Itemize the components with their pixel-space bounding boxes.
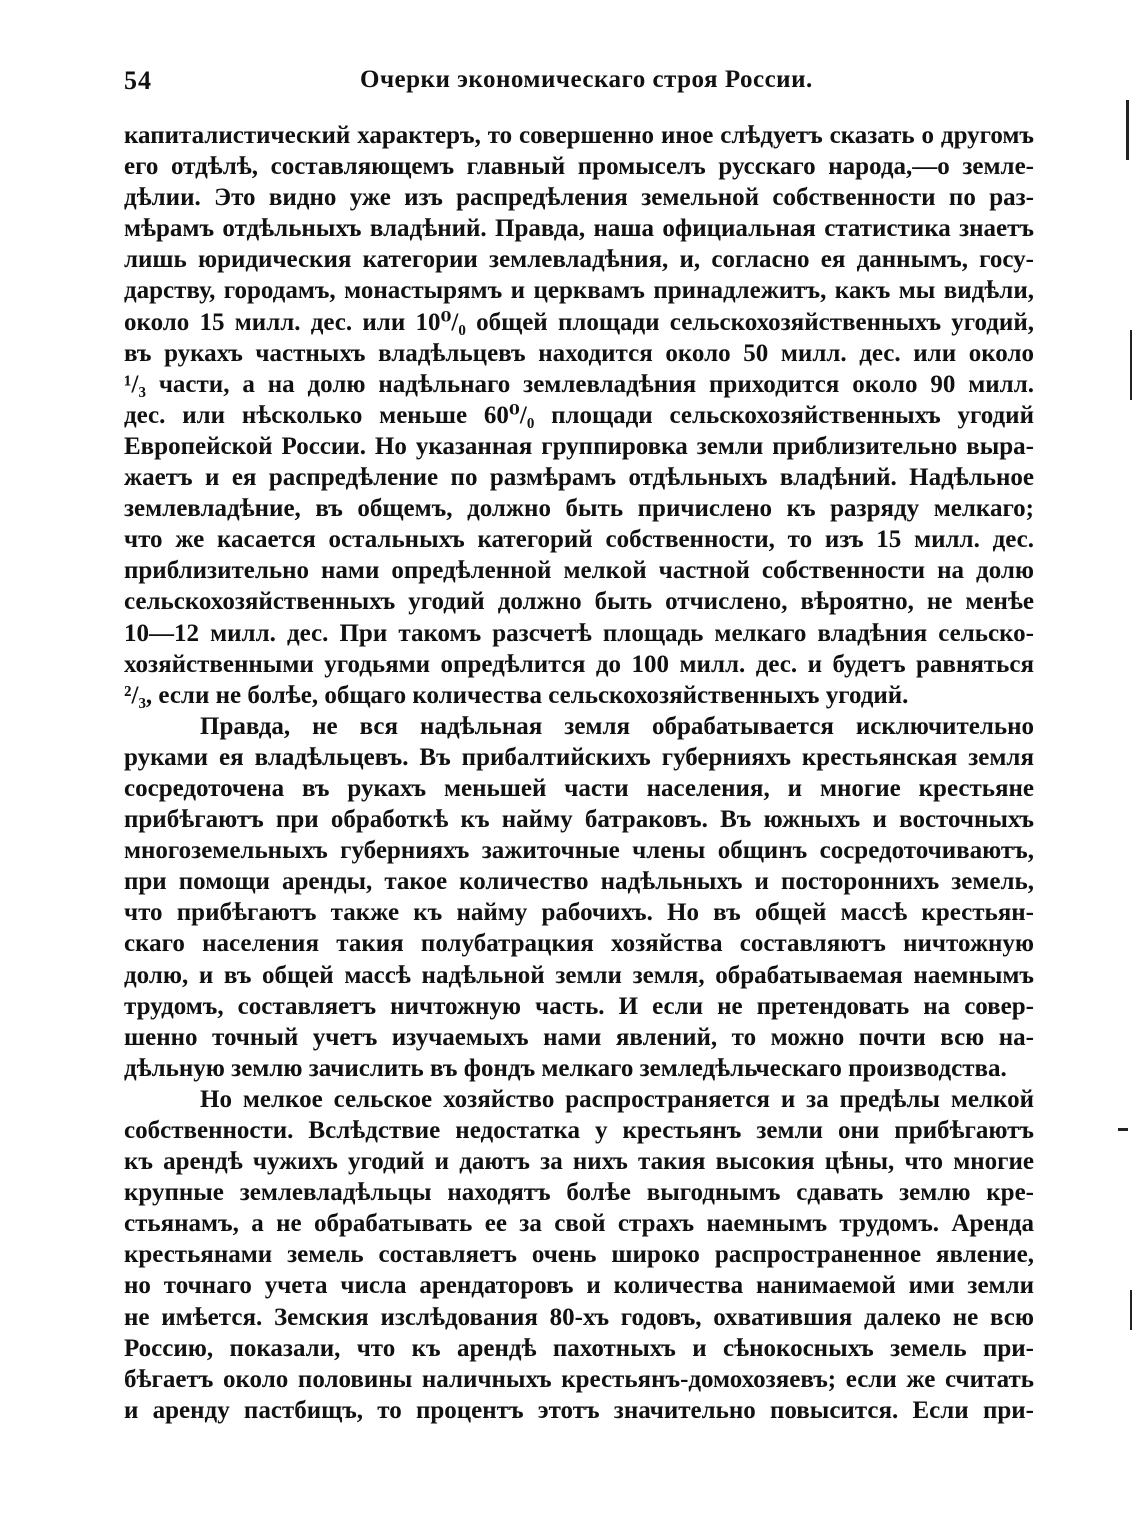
- text-line: что же касается остальныхъ категорий собственности, то изъ 15 милл. дес.: [124, 526, 1034, 554]
- text-line: сосредоточена въ рукахъ меньшей части населения, и многие крестьяне: [124, 774, 1034, 802]
- scan-mark: [1130, 330, 1132, 400]
- text-line: дарству, городамъ, монастырямъ и церквамъ принадлежитъ, какъ мы видѣли,: [124, 277, 1034, 305]
- page-header: [124, 66, 1032, 106]
- text-line: не имѣется. Земския изслѣдования 80-хъ годовъ, охватившия далеко не всю: [124, 1303, 1034, 1331]
- text-line: трудомъ, составляетъ ничтожную часть. И если не претендовать на совер-: [124, 992, 1034, 1020]
- running-title: Очерки экономическаго строя России.: [360, 66, 813, 93]
- text-line: руками ея владѣльцевъ. Въ прибалтийскихъ губернияхъ крестьянская земля: [124, 743, 1034, 771]
- text-line: крупные землевладѣльцы находятъ болѣе выгоднымъ сдавать землю кре-: [124, 1179, 1034, 1207]
- text-line: и аренду пастбищъ, то процентъ этотъ значительно повысится. Если при-: [124, 1396, 1034, 1424]
- text-line: мѣрамъ отдѣльныхъ владѣний. Правда, наша официальная статистика знаетъ: [124, 215, 1034, 243]
- paragraph-end-line: дѣльную землю зачислить въ фондъ мелкаго земледѣльческаго производства.: [124, 1054, 1007, 1082]
- text-line: при помощи аренды, такое количество надѣльныхъ и постороннихъ земель,: [124, 868, 1034, 896]
- text-line: капиталистический характеръ, то совершенно иное слѣдуетъ сказать о другомъ: [124, 122, 1034, 149]
- text-line: приблизительно нами опредѣленной мелкой частной собственности на долю: [124, 557, 1034, 585]
- paragraph-end-line: ²/₃, если не болѣе, общаго количества сельскохозяйственныхъ угодий.: [124, 681, 909, 709]
- text-line: многоземельныхъ губернияхъ зажиточные члены общинъ сосредоточиваютъ,: [124, 837, 1034, 865]
- text-line: собственности. Вслѣдствие недостатка у крестьянъ земли они прибѣгаютъ: [124, 1117, 1034, 1144]
- paragraph-start-line: Правда, не вся надѣльная земля обрабатывается исключительно: [200, 712, 1034, 740]
- text-line: его отдѣлѣ, составляющемъ главный промыселъ русскаго народа,—о земле-: [124, 153, 1034, 181]
- body-text: [124, 120, 1034, 1426]
- text-line: скаго населения такия полубатрацкия хозяйства составляютъ ничтожную: [124, 930, 1034, 958]
- text-line: что прибѣгаютъ также къ найму рабочихъ. Но въ общей массѣ крестьян-: [124, 899, 1034, 927]
- text-line: Европейской России. Но указанная группировка земли приблизительно выра-: [124, 432, 1034, 460]
- scan-mark: [1130, 1290, 1132, 1330]
- text-line: крестьянами земель составляетъ очень широко распространенное явление,: [124, 1241, 1034, 1269]
- text-line: сельскохозяйственныхъ угодий должно быть отчислено, вѣроятно, не менѣе: [124, 588, 1034, 616]
- text-line: стьянамъ, а не обрабатывать ее за свой страхъ наемнымъ трудомъ. Аренда: [124, 1210, 1034, 1238]
- scan-mark: [1126, 100, 1129, 160]
- scan-mark: [1118, 1128, 1128, 1131]
- text-line: 10—12 милл. дес. При такомъ разсчетѣ площадь мелкаго владѣния сельско-: [124, 619, 1034, 647]
- text-line: бѣгаетъ около половины наличныхъ крестьянъ-домохозяевъ; если же считать: [124, 1365, 1034, 1393]
- text-line: около 15 милл. дес. или 10⁰/₀ общей площади сельскохозяйственныхъ угодий,: [124, 308, 1034, 336]
- text-line: землевладѣние, въ общемъ, должно быть причислено къ разряду мелкаго;: [124, 495, 1034, 523]
- text-line: жаетъ и ея распредѣление по размѣрамъ отдѣльныхъ владѣний. Надѣльное: [124, 464, 1034, 492]
- text-line: прибѣгаютъ при обработкѣ къ найму батраковъ. Въ южныхъ и восточныхъ: [124, 806, 1034, 834]
- text-line: ¹/₃ части, а на долю надѣльнаго землевладѣния приходится около 90 милл.: [124, 370, 1034, 398]
- paragraph-start-line: Но мелкое сельское хозяйство распространяется и за предѣлы мелкой: [200, 1085, 1034, 1113]
- text-line: дес. или нѣсколько меньше 60⁰/₀ площади сельскохозяйственныхъ угодий: [124, 401, 1034, 429]
- text-line: къ арендѣ чужихъ угодий и даютъ за нихъ такия высокия цѣны, что многие: [124, 1148, 1034, 1176]
- text-line: но точнаго учета числа арендаторовъ и количества нанимаемой ими земли: [124, 1272, 1034, 1300]
- text-line: долю, и въ общей массѣ надѣльной земли земля, обрабатываемая наемнымъ: [124, 961, 1034, 989]
- text-line: шенно точный учетъ изучаемыхъ нами явлений, то можно почти всю на-: [124, 1023, 1034, 1051]
- text-line: дѣлии. Это видно уже изъ распредѣления земельной собственности по раз-: [124, 184, 1034, 212]
- text-line: хозяйственными угодьями опредѣлится до 100 милл. дес. и будетъ равняться: [124, 650, 1034, 678]
- page-number: 54: [124, 66, 152, 95]
- text-line: лишь юридическия категории землевладѣния, и, согласно ея даннымъ, госу-: [124, 246, 1034, 274]
- text-line: Россию, показали, что къ арендѣ пахотныхъ и сѣнокосныхъ земель при-: [124, 1334, 1034, 1362]
- text-line: въ рукахъ частныхъ владѣльцевъ находится около 50 милл. дес. или около: [124, 339, 1034, 367]
